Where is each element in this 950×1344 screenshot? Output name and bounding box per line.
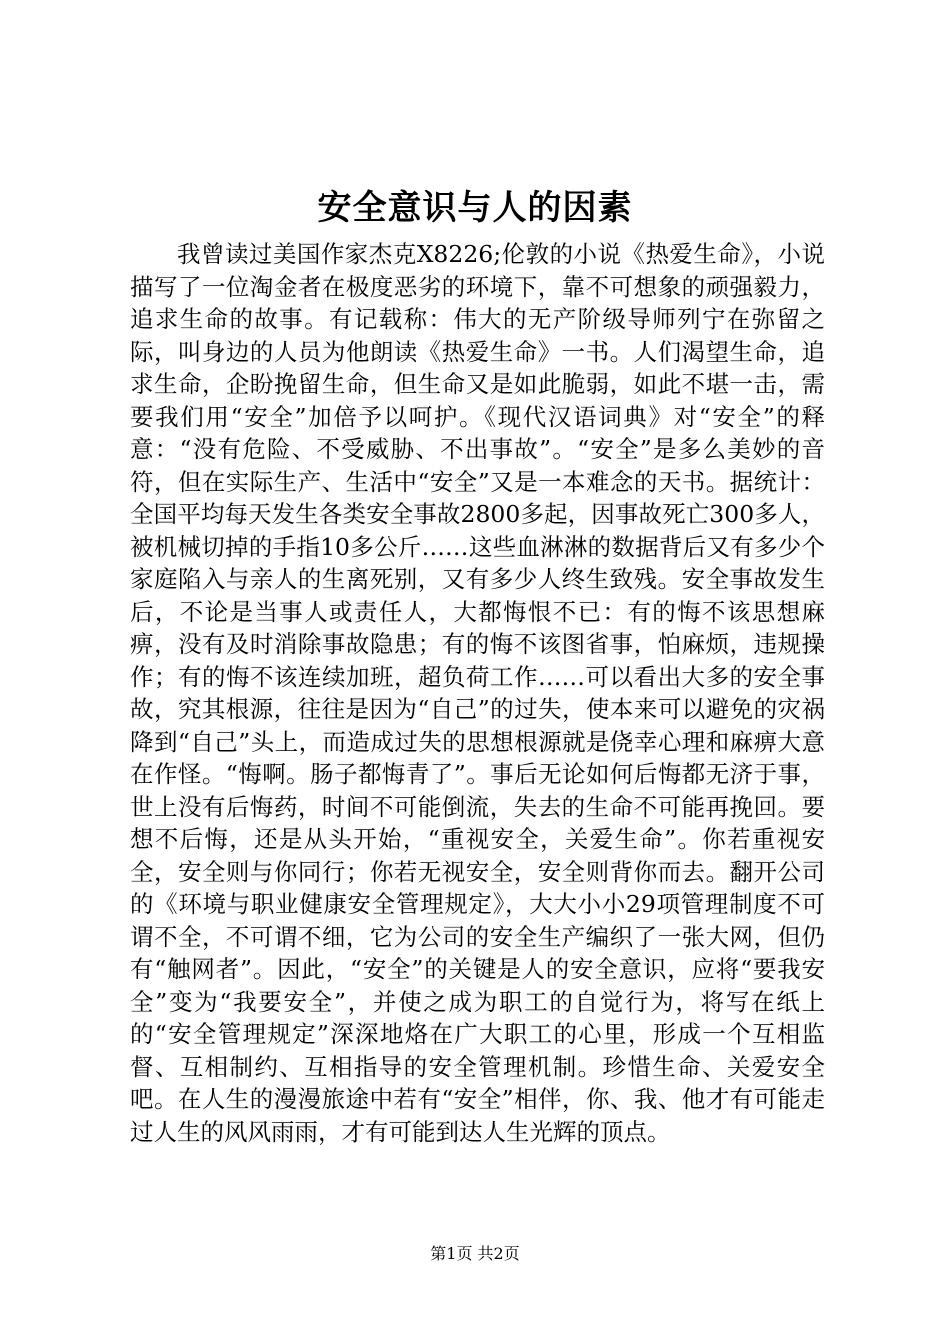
document-body-paragraph: 我曾读过美国作家杰克X8226;伦敦的小说《热爱生命》，小说描写了一位淘金者在极度恶劣的环境下，靠不可想象的顽强毅力，追求生命的故事。有记载称：伟大的无产阶级导师列宁在弥留之际，叫身边的人员为他朗读《热爱生命》一书。人们渴望生命，追求生命，企盼挽留生命，但生命又是如此脆弱，如此不堪一击，需要我们用“安全”加倍予以呵护。《现代汉语词典》对“安全”的释意：“没有危险、不受威胁、不出事故”。“安全”是多么美妙的音符，但在实际生产、生活中“安全”又是一本难念的天书。据统计：全国平均每天发生各类安全事故2800多起，因事故死亡300多人，被机械切掉的手指10多公斤……这些血淋淋的数据背后又有多少个家庭陷入与亲人的生离死别，又有多少人终生致残。安全事故发生后，不论是当事人或责任人，大都悔恨不已：有的悔不该思想麻痹，没有及时消除事故隐患；有的悔不该图省事，怕麻烦，违规操作；有的悔不该连续加班，超负荷工作……可以看出大多的安全事故，究其根源，往往是因为“自己”的过失，使本来可以避免的灾祸降到“自己”头上，而造成过失的思想根源就是侥幸心理和麻痹大意在作怪。“悔啊。肠子都悔青了”。事后无论如何后悔都无济于事，世上没有后悔药，时间不可能倒流，失去的生命不可能再挽回。要想不后悔，还是从头开始，“重视安全，关爱生命”。你若重视安全，安全则与你同行；你若无视安全，安全则背你而去。翻开公司的《环境与职业健康安全管理规定》，大大小小29项管理制度不可谓不全，不可谓不细，它为公司的安全生产编织了一张大网，但仍有“触网者”。因此，“安全”的关键是人的安全意识，应将“要我安全”变为“我要安全”，并使之成为职工的自觉行为，将写在纸上的“安全管理规定”深深地烙在广大职工的心里，形成一个互相监督、互相制约、互相指导的安全管理机制。珍惜生命、关爱安全吧。在人生的漫漫旅途中若有“安全”相伴，你、我、他才有可能走过人生的风风雨雨，才有可能到达人生光辉的顶点。 <box>130 240 825 1146</box>
document-title: 安全意识与人的因素 <box>317 188 633 228</box>
page-number-footer: 第1页 共2页 <box>430 1244 520 1263</box>
